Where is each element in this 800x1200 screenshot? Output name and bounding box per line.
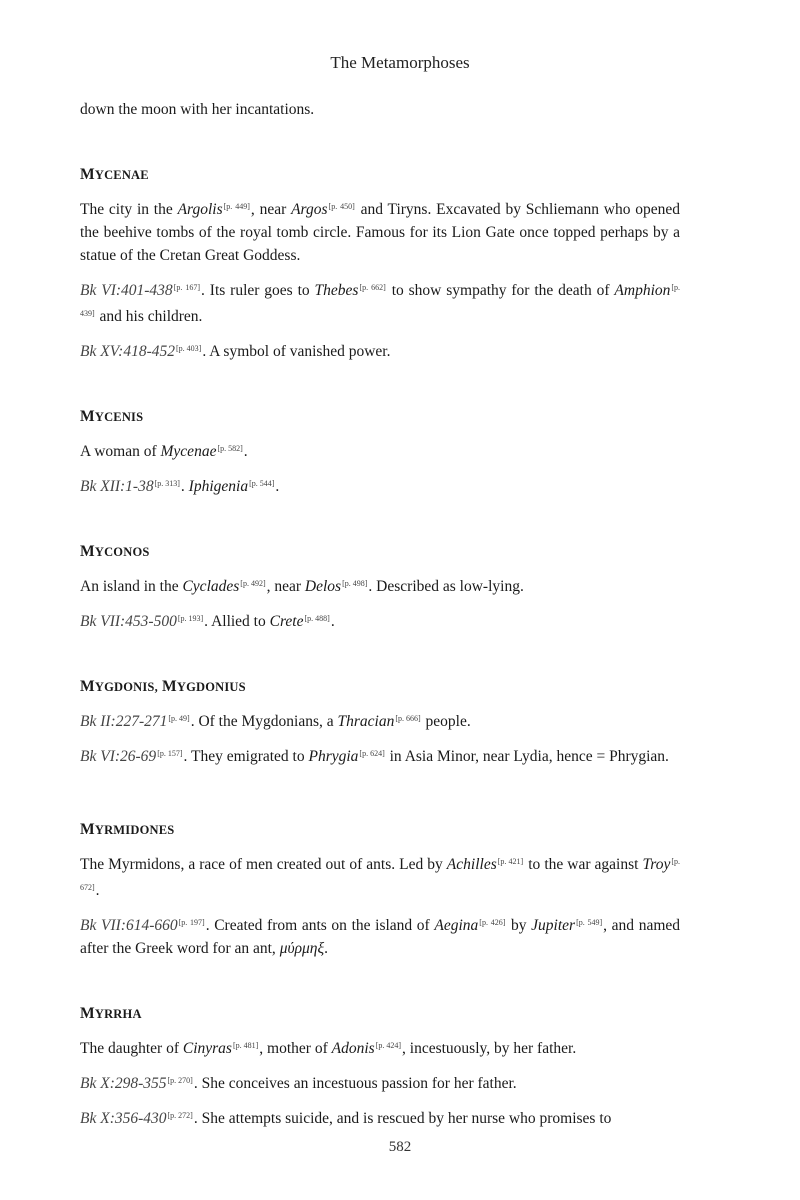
page-header: The Metamorphoses <box>330 53 470 72</box>
page-ref[interactable]: [p. 488] <box>304 614 330 623</box>
book-ref-link[interactable]: Bk VII:614-660 <box>80 917 178 934</box>
entry-paragraph: An island in the Cyclades[p. 492], near Delos[p. 498]. Described as low-lying. <box>80 578 524 595</box>
page-ref[interactable]: [p. 544] <box>249 479 275 488</box>
link-achilles[interactable]: Achilles <box>446 856 497 873</box>
book-ref-link[interactable]: Bk X:356-430 <box>80 1110 167 1127</box>
entry-heading: MYRRHA <box>80 1005 142 1022</box>
book-ref-link[interactable]: Bk VI:26-69 <box>80 748 157 765</box>
book-ref-link[interactable]: Bk VI:401-438 <box>80 282 173 299</box>
link-crete[interactable]: Crete <box>269 613 304 630</box>
link-thebes[interactable]: Thebes <box>314 282 359 299</box>
link-iphigenia[interactable]: Iphigenia <box>188 478 249 495</box>
greek-word: μύρμηξ <box>279 940 325 957</box>
page-ref[interactable]: [p. 193] <box>177 614 204 623</box>
link-delos[interactable]: Delos <box>304 578 342 595</box>
page-ref[interactable]: [p. 549] <box>576 918 603 927</box>
link-thracian[interactable]: Thracian <box>337 713 395 730</box>
link-aegina[interactable]: Aegina <box>434 917 479 934</box>
page-ref[interactable]: [p. 498] <box>342 579 368 588</box>
link-cyclades[interactable]: Cyclades <box>182 578 240 595</box>
link-troy[interactable]: Troy <box>642 856 671 873</box>
page-ref[interactable]: [p. 450] <box>328 202 355 211</box>
link-adonis[interactable]: Adonis <box>331 1040 375 1057</box>
page-ref[interactable]: [p. 313] <box>154 479 180 488</box>
page-ref[interactable]: [p. 421] <box>497 857 524 866</box>
page-ref[interactable]: [p. 662] <box>359 283 386 292</box>
page-ref[interactable]: [p. 157] <box>157 749 183 758</box>
link-cinyras[interactable]: Cinyras <box>182 1040 232 1057</box>
entry-myrmidones <box>80 818 680 960</box>
entry-heading: MYCONOS <box>80 543 150 560</box>
book-ref-link[interactable]: Bk VII:453-500 <box>80 613 177 630</box>
book-ref-link[interactable]: Bk II:227-271 <box>80 713 168 730</box>
entry-paragraph: Bk II:227-271[p. 49]. Of the Mygdonians, a Thracian[p. 666] people. <box>80 713 471 730</box>
entry-heading: MYCENAE <box>80 166 149 183</box>
entry-paragraph: Bk VI:26-69[p. 157]. They emigrated to Phrygia[p. 624] in Asia Minor, near Lydia, hence = Phrygian. <box>80 748 669 765</box>
entry-paragraph: Bk VI:401-438[p. 167]. Its ruler goes to Thebes[p. 662] to show sympathy for the death of Amphion[p. 439] and his children. <box>80 282 681 325</box>
link-argos[interactable]: Argos <box>291 201 328 218</box>
entry-paragraph: Bk XII:1-38[p. 313]. Iphigenia[p. 544]. <box>80 478 280 495</box>
entry-myrrha <box>80 1002 680 1130</box>
entry-heading: MYRMIDONES <box>80 821 175 838</box>
link-argolis[interactable]: Argolis <box>177 201 223 218</box>
entry-paragraph: The city in the Argolis[p. 449], near Argos[p. 450] and Tiryns. Excavated by Schliemann who opened the beehive tombs of the royal tomb circle. Famous for its Lion Gate once topped perhaps by a statue of the Cretan Great Goddess. <box>80 201 681 264</box>
link-phrygia[interactable]: Phrygia <box>308 748 359 765</box>
page-ref[interactable]: [p. 439] <box>80 283 681 318</box>
entry-paragraph: Bk X:298-355[p. 270]. She conceives an incestuous passion for her father. <box>80 1075 517 1092</box>
book-ref-link[interactable]: Bk XII:1-38 <box>80 478 154 495</box>
page-ref[interactable]: [p. 272] <box>167 1111 193 1120</box>
page-ref[interactable]: [p. 624] <box>359 749 385 758</box>
entry-paragraph: Bk VII:453-500[p. 193]. Allied to Crete[p. 488]. <box>80 613 335 630</box>
entry-heading: MYGDONIS, MYGDONIUS <box>80 678 246 695</box>
page-ref[interactable]: [p. 426] <box>479 918 506 927</box>
entry-paragraph: The daughter of Cinyras[p. 481], mother of Adonis[p. 424], incestuously, by her father. <box>80 1040 577 1057</box>
link-mycenae[interactable]: Mycenae <box>160 443 217 460</box>
entry-paragraph: Bk VII:614-660[p. 197]. Created from ants on the island of Aegina[p. 426] by Jupiter[p. 549], and named after the Greek word for an ant, μύρμηξ. <box>80 917 681 957</box>
page-ref[interactable]: [p. 672] <box>80 857 681 892</box>
page-ref[interactable]: [p. 492] <box>240 579 266 588</box>
book-ref-link[interactable]: Bk XV:418-452 <box>80 343 175 360</box>
page-ref[interactable]: [p. 481] <box>232 1041 259 1050</box>
entry-mycenae <box>80 163 680 363</box>
page-ref[interactable]: [p. 403] <box>175 344 202 353</box>
book-ref-link[interactable]: Bk X:298-355 <box>80 1075 167 1092</box>
page-ref[interactable]: [p. 449] <box>223 202 250 211</box>
page-number: 582 <box>388 1139 412 1155</box>
link-amphion[interactable]: Amphion <box>614 282 671 299</box>
link-jupiter[interactable]: Jupiter <box>531 917 576 934</box>
page-content <box>80 98 680 1139</box>
page-ref[interactable]: [p. 424] <box>375 1041 402 1050</box>
page-ref[interactable]: [p. 666] <box>395 714 421 723</box>
page-ref[interactable]: [p. 582] <box>217 444 243 453</box>
page-ref[interactable]: [p. 167] <box>173 283 201 292</box>
continued-text: down the moon with her incantations. <box>80 101 315 118</box>
entry-heading: MYCENIS <box>80 408 144 425</box>
entry-paragraph: The Myrmidons, a race of men created out of ants. Led by Achilles[p. 421] to the war against Troy[p. 672]. <box>80 856 681 899</box>
entry-paragraph: Bk XV:418-452[p. 403]. A symbol of vanished power. <box>80 343 391 360</box>
entry-myconos <box>80 540 680 633</box>
entry-paragraph: Bk X:356-430[p. 272]. She attempts suicide, and is rescued by her nurse who promises to <box>80 1110 612 1127</box>
entry-paragraph: A woman of Mycenae[p. 582]. <box>80 443 248 460</box>
entry-mycenis <box>80 405 680 498</box>
page-ref[interactable]: [p. 49] <box>168 714 190 723</box>
entry-mygdonis <box>80 675 680 768</box>
page-ref[interactable]: [p. 270] <box>167 1076 193 1085</box>
page-ref[interactable]: [p. 197] <box>178 918 205 927</box>
